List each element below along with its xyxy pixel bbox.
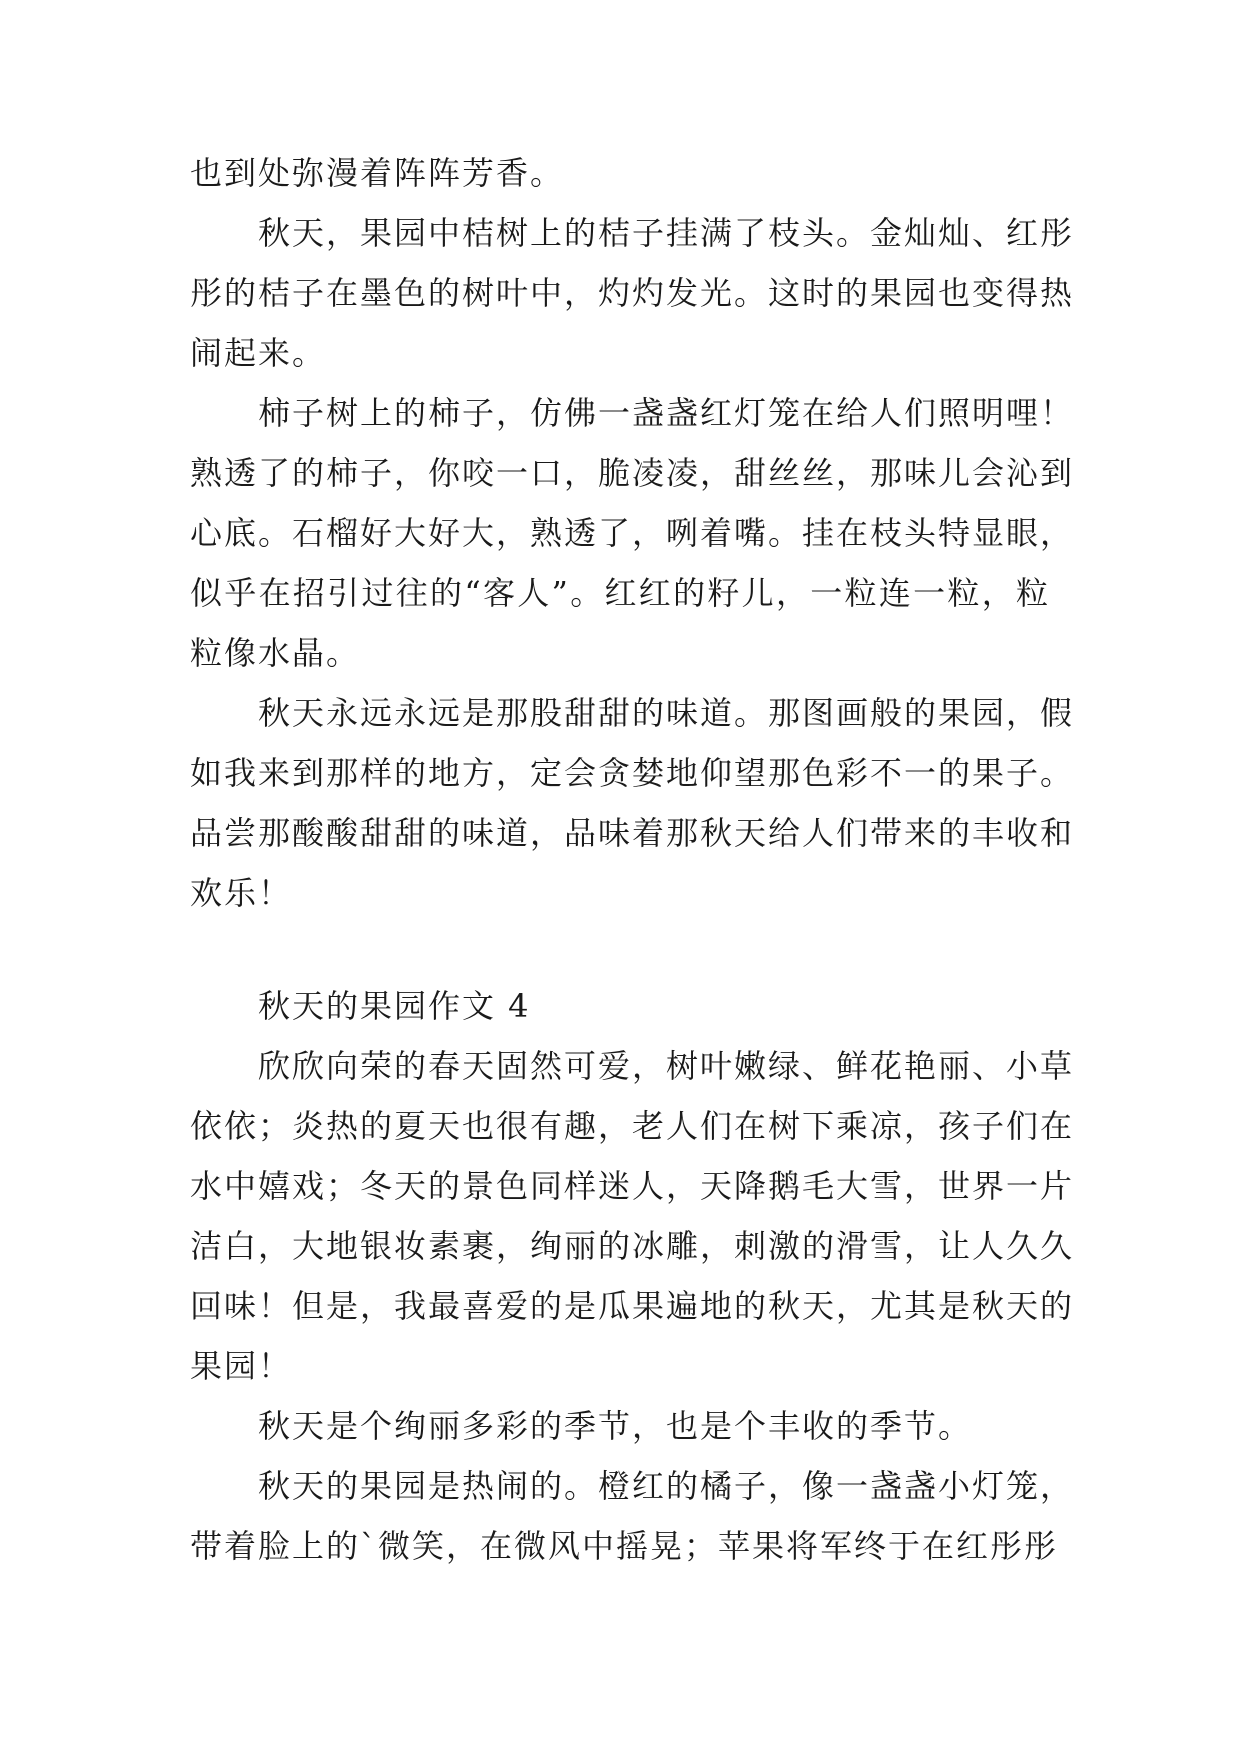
text-line: 品尝那酸酸甜甜的味道，品味着那秋天给人们带来的丰收和 bbox=[190, 814, 1075, 852]
paragraph-first-line: 柿子树上的柿子，仿佛一盏盏红灯笼在给人们照明哩！ bbox=[258, 394, 1075, 432]
text-line: 洁白，大地银妆素裹，绚丽的冰雕，刺激的滑雪，让人久久 bbox=[190, 1227, 1075, 1265]
text-line: 水中嬉戏；冬天的景色同样迷人，天降鹅毛大雪，世界一片 bbox=[190, 1167, 1075, 1205]
paragraph-first-line: 欣欣向荣的春天固然可爱，树叶嫩绿、鲜花艳丽、小草 bbox=[258, 1047, 1075, 1085]
paragraph-first-line: 秋天永远永远是那股甜甜的味道。那图画般的果园，假 bbox=[258, 694, 1075, 732]
text-line: 带着脸上的`微笑，在微风中摇晃；苹果将军终于在红彤彤 bbox=[190, 1527, 1059, 1565]
text-line: 粒像水晶。 bbox=[190, 634, 361, 672]
paragraph-first-line: 秋天的果园是热闹的。橙红的橘子，像一盏盏小灯笼， bbox=[258, 1467, 1075, 1505]
text-line: 似乎在招引过往的“客人”。红红的籽儿，一粒连一粒，粒 bbox=[190, 574, 1050, 612]
text-line: 熟透了的柿子，你咬一口，脆凌凌，甜丝丝，那味儿会沁到 bbox=[190, 454, 1075, 492]
text-line: 如我来到那样的地方，定会贪婪地仰望那色彩不一的果子。 bbox=[190, 754, 1075, 792]
section-heading: 秋天的果园作文 4 bbox=[258, 987, 531, 1025]
text-line: 心底。石榴好大好大，熟透了，咧着嘴。挂在枝头特显眼， bbox=[190, 514, 1075, 552]
text-line: 依依；炎热的夏天也很有趣，老人们在树下乘凉，孩子们在 bbox=[190, 1107, 1075, 1145]
text-line: 也到处弥漫着阵阵芳香。 bbox=[190, 154, 565, 192]
text-line: 果园！ bbox=[190, 1347, 293, 1385]
text-line: 彤的桔子在墨色的树叶中，灼灼发光。这时的果园也变得热 bbox=[190, 274, 1075, 312]
text-line: 欢乐！ bbox=[190, 874, 293, 912]
text-line: 回味！但是，我最喜爱的是瓜果遍地的秋天，尤其是秋天的 bbox=[190, 1287, 1075, 1325]
paragraph-first-line: 秋天是个绚丽多彩的季节，也是个丰收的季节。 bbox=[258, 1407, 973, 1445]
text-line: 闹起来。 bbox=[190, 334, 327, 372]
paragraph-first-line: 秋天，果园中桔树上的桔子挂满了枝头。金灿灿、红彤 bbox=[258, 214, 1075, 252]
